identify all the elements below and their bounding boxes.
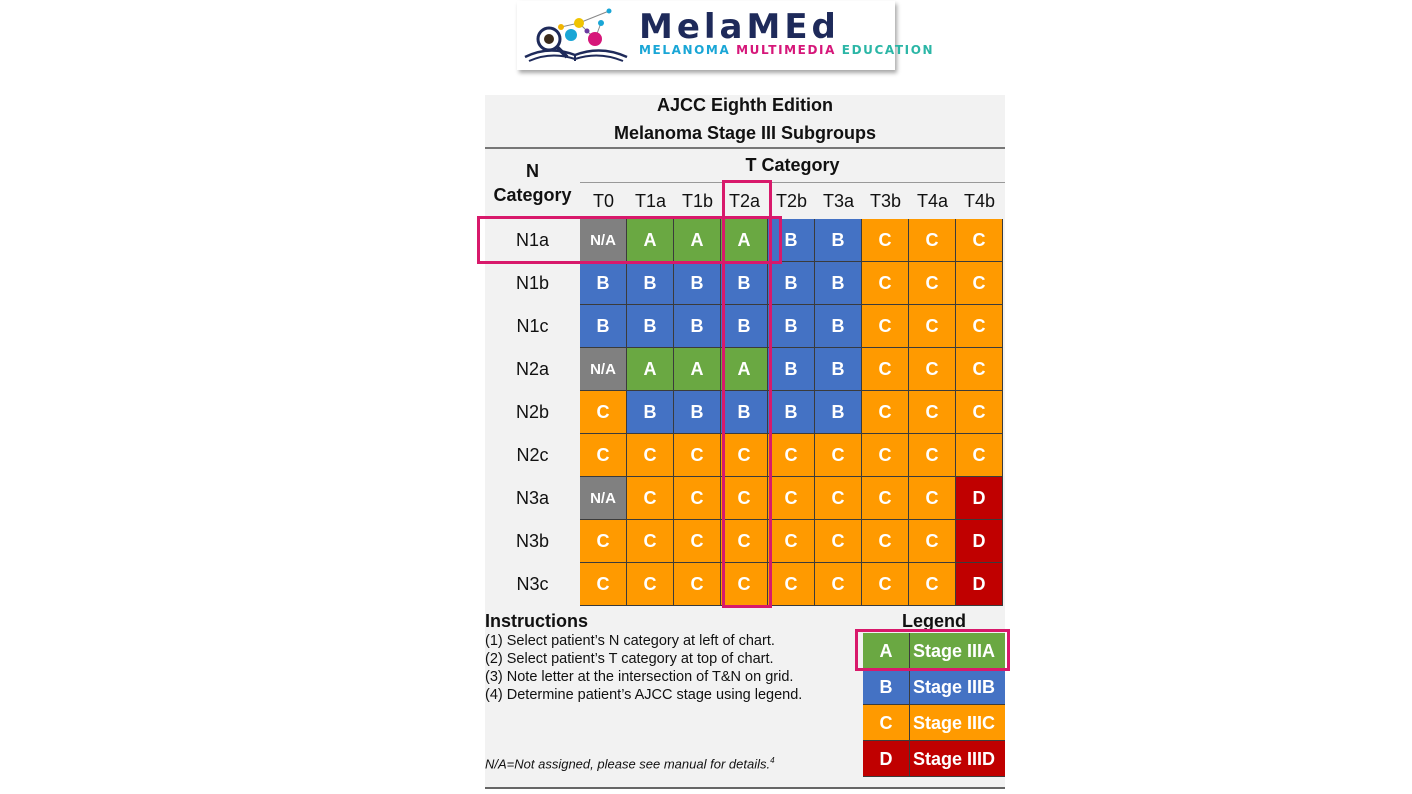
- grid-cell-n2b-t2a: B: [721, 391, 768, 434]
- grid-cell-n3c-t4a: C: [909, 563, 956, 606]
- column-header-t2b: T2b: [775, 191, 808, 211]
- grid-cell-n2a-t1a: A: [627, 348, 674, 391]
- grid-cell-n3b-t0: C: [580, 520, 627, 563]
- grid-cell-n3b-t1a: C: [627, 520, 674, 563]
- grid-cell-n2a-t2b: B: [768, 348, 815, 391]
- grid-cell-n3c-t3b: C: [862, 563, 909, 606]
- legend-letter-d: D: [863, 741, 910, 777]
- logo-subtitle-word-1: MELANOMA: [639, 43, 731, 57]
- grid-cell-n1a-t3a: B: [815, 219, 862, 262]
- grid-cell-n1a-t4b: C: [956, 219, 1003, 262]
- grid-cell-n1c-t0: B: [580, 305, 627, 348]
- grid-cell-n2b-t1b: B: [674, 391, 721, 434]
- grid-cell-n3c-t0: C: [580, 563, 627, 606]
- grid-cell-n1b-t4a: C: [909, 262, 956, 305]
- grid-cell-n1c-t1a: B: [627, 305, 674, 348]
- grid-cell-n2c-t4b: C: [956, 434, 1003, 477]
- grid-cell-n1c-t4b: C: [956, 305, 1003, 348]
- table-title: AJCC Eighth Edition: [657, 95, 833, 115]
- na-footnote: [485, 756, 775, 771]
- grid-cell-n1c-t2a: B: [721, 305, 768, 348]
- na-footnote-text: N/A=Not assigned, please see manual for details.: [485, 756, 771, 772]
- n-category-header: [485, 159, 580, 207]
- grid-cell-n3a-t3b: C: [862, 477, 909, 520]
- grid-cell-n2b-t2b: B: [768, 391, 815, 434]
- logo-icon: [521, 5, 633, 65]
- column-header-t2a: T2a: [728, 191, 761, 211]
- bottom-rule: [485, 787, 1005, 789]
- grid-cell-n2b-t1a: B: [627, 391, 674, 434]
- row-label-n2c: N2c: [516, 445, 549, 465]
- n-category-header-line-2: Category: [493, 185, 572, 205]
- instruction-step-3: (3) Note letter at the intersection of T&N on grid.: [485, 669, 794, 685]
- grid-cell-n3b-t4b: D: [956, 520, 1003, 563]
- row-label-n2b: N2b: [515, 402, 550, 422]
- grid-cell-n2c-t2b: C: [768, 434, 815, 477]
- grid-cell-n2c-t1a: C: [627, 434, 674, 477]
- grid-cell-n3a-t4a: C: [909, 477, 956, 520]
- grid-cell-n3a-t4b: D: [956, 477, 1003, 520]
- grid-cell-n1b-t3b: C: [862, 262, 909, 305]
- grid-cell-n2c-t4a: C: [909, 434, 956, 477]
- instruction-step-4: (4) Determine patient’s AJCC stage using legend.: [485, 687, 803, 703]
- row-label-n1c: N1c: [516, 316, 549, 336]
- grid-cell-n3c-t2a: C: [721, 563, 768, 606]
- grid-cell-n1a-t1b: A: [674, 219, 721, 262]
- t-category-header: T Category: [745, 155, 840, 175]
- column-header-t3a: T3a: [822, 191, 855, 211]
- grid-cell-n1b-t2a: B: [721, 262, 768, 305]
- grid-cell-n1a-t1a: A: [627, 219, 674, 262]
- grid-cell-n3a-t1b: C: [674, 477, 721, 520]
- grid-cell-n1c-t1b: B: [674, 305, 721, 348]
- grid-cell-n3b-t2b: C: [768, 520, 815, 563]
- grid-cell-n1c-t4a: C: [909, 305, 956, 348]
- legend-letter-a: A: [863, 633, 910, 669]
- logo-subtitle-word-3: EDUCATION: [841, 43, 935, 57]
- column-header-t1b: T1b: [681, 191, 714, 211]
- grid-cell-n2c-t3a: C: [815, 434, 862, 477]
- grid-cell-n1b-t2b: B: [768, 262, 815, 305]
- grid-cell-n1c-t3a: B: [815, 305, 862, 348]
- grid-cell-n2c-t0: C: [580, 434, 627, 477]
- row-label-n3c: N3c: [516, 574, 549, 594]
- row-label-n3b: N3b: [515, 531, 550, 551]
- grid-cell-n3c-t1a: C: [627, 563, 674, 606]
- grid-cell-n3b-t3b: C: [862, 520, 909, 563]
- column-header-t1a: T1a: [634, 191, 667, 211]
- grid-cell-n1c-t2b: B: [768, 305, 815, 348]
- grid-cell-n3b-t4a: C: [909, 520, 956, 563]
- grid-cell-n3a-t2b: C: [768, 477, 815, 520]
- grid-cell-n2a-t3a: B: [815, 348, 862, 391]
- grid-cell-n1b-t1b: B: [674, 262, 721, 305]
- grid-cell-n1b-t3a: B: [815, 262, 862, 305]
- grid-cell-n1a-t4a: C: [909, 219, 956, 262]
- column-header-t0: T0: [592, 191, 614, 211]
- row-label-n1b: N1b: [515, 273, 550, 293]
- na-footnote-ref: 4: [770, 756, 775, 765]
- logo-title: MelaMEd: [639, 7, 840, 47]
- grid-cell-n3a-t3a: C: [815, 477, 862, 520]
- legend-label-a: Stage IIIA: [910, 633, 1005, 669]
- instruction-step-2: (2) Select patient’s T category at top of chart.: [485, 651, 774, 667]
- grid-cell-n2a-t0: N/A: [580, 348, 627, 391]
- grid-cell-n1a-t3b: C: [862, 219, 909, 262]
- grid-cell-n2b-t4b: C: [956, 391, 1003, 434]
- t-header-divider: [580, 182, 1005, 183]
- grid-cell-n1b-t0: B: [580, 262, 627, 305]
- row-label-n3a: N3a: [515, 488, 550, 508]
- grid-cell-n3a-t0: N/A: [580, 477, 627, 520]
- grid-cell-n2b-t3b: C: [862, 391, 909, 434]
- grid-cell-n1a-t0: N/A: [580, 219, 627, 262]
- grid-cell-n1c-t3b: C: [862, 305, 909, 348]
- grid-cell-n2c-t1b: C: [674, 434, 721, 477]
- column-header-t3b: T3b: [869, 191, 902, 211]
- grid-cell-n3c-t1b: C: [674, 563, 721, 606]
- grid-cell-n3c-t3a: C: [815, 563, 862, 606]
- grid-cell-n3c-t2b: C: [768, 563, 815, 606]
- logo-subtitle-word-2: MULTIMEDIA: [736, 43, 836, 57]
- grid-cell-n3a-t2a: C: [721, 477, 768, 520]
- legend-heading: Legend: [901, 611, 966, 631]
- grid-cell-n1a-t2b: B: [768, 219, 815, 262]
- grid-cell-n1a-t2a: A: [721, 219, 768, 262]
- legend-label-d: Stage IIID: [910, 741, 1005, 777]
- row-label-n1a: N1a: [515, 230, 550, 250]
- grid-cell-n2c-t2a: C: [721, 434, 768, 477]
- grid-cell-n3b-t2a: C: [721, 520, 768, 563]
- column-header-t4a: T4a: [916, 191, 949, 211]
- grid-cell-n3b-t1b: C: [674, 520, 721, 563]
- melamed-logo: [517, 1, 935, 70]
- grid-cell-n2c-t3b: C: [862, 434, 909, 477]
- grid-cell-n2a-t2a: A: [721, 348, 768, 391]
- grid-cell-n2a-t4a: C: [909, 348, 956, 391]
- legend-letter-b: B: [863, 669, 910, 705]
- grid-cell-n1b-t1a: B: [627, 262, 674, 305]
- legend-letter-c: C: [863, 705, 910, 741]
- grid-cell-n2a-t1b: A: [674, 348, 721, 391]
- grid-cell-n3b-t3a: C: [815, 520, 862, 563]
- instructions-heading: Instructions: [485, 611, 589, 631]
- title-divider: [485, 147, 1005, 149]
- grid-cell-n3c-t4b: D: [956, 563, 1003, 606]
- instruction-step-1: (1) Select patient’s N category at left of chart.: [485, 633, 775, 649]
- legend-label-c: Stage IIIC: [910, 705, 1005, 741]
- grid-cell-n2a-t4b: C: [956, 348, 1003, 391]
- grid-cell-n2a-t3b: C: [862, 348, 909, 391]
- row-label-n2a: N2a: [515, 359, 550, 379]
- grid-cell-n3a-t1a: C: [627, 477, 674, 520]
- column-header-t4b: T4b: [963, 191, 996, 211]
- table-subtitle: Melanoma Stage III Subgroups: [613, 123, 877, 143]
- logo-subtitle: [639, 43, 934, 57]
- stage-table: [485, 95, 1005, 789]
- grid-cell-n2b-t3a: B: [815, 391, 862, 434]
- grid-cell-n1b-t4b: C: [956, 262, 1003, 305]
- legend-label-b: Stage IIIB: [910, 669, 1005, 705]
- grid-cell-n2b-t0: C: [580, 391, 627, 434]
- n-category-header-line-1: N: [526, 161, 539, 181]
- grid-cell-n2b-t4a: C: [909, 391, 956, 434]
